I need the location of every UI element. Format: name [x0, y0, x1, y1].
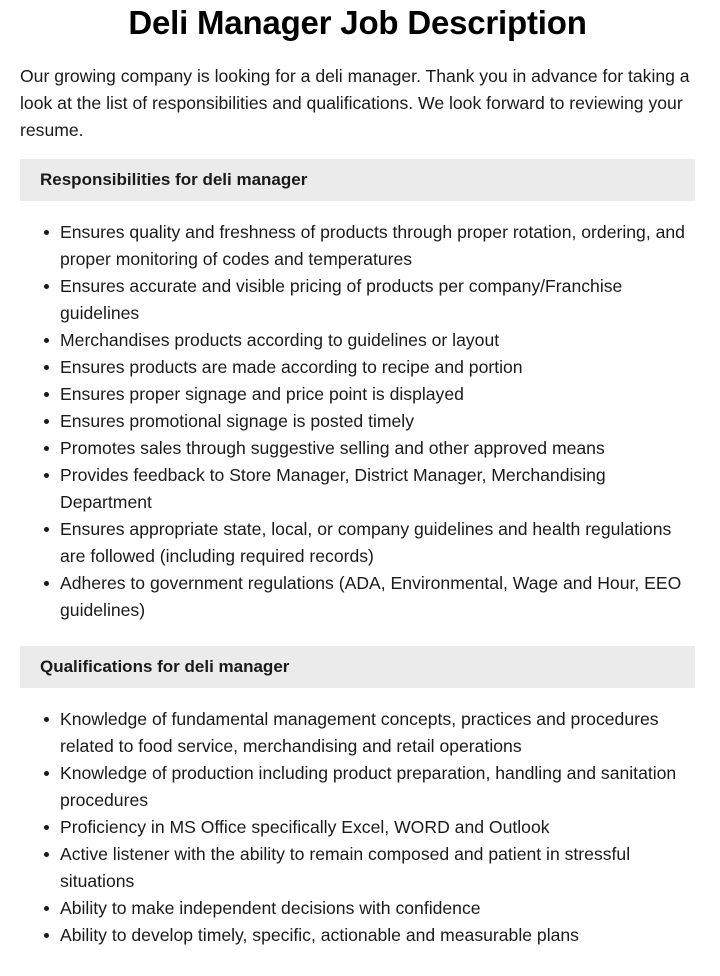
bullet-icon: [44, 419, 49, 424]
list-item: Provides feedback to Store Manager, District Manager, Merchandising Department: [60, 462, 695, 516]
list-item: Adheres to government regulations (ADA, Environmental, Wage and Hour, EEO guidelines): [60, 570, 695, 624]
page-title: Deli Manager Job Description: [128, 4, 587, 41]
bullet-icon: [44, 717, 49, 722]
list-item: Proficiency in MS Office specifically Excel, WORD and Outlook: [60, 814, 695, 841]
bullet-icon: [44, 473, 49, 478]
list-item: Ensures proper signage and price point is displayed: [60, 381, 695, 408]
responsibilities-list: [20, 219, 695, 624]
qualifications-heading: Qualifications for deli manager: [20, 646, 695, 688]
responsibilities-heading: Responsibilities for deli manager: [20, 159, 695, 201]
list-item: Ensures accurate and visible pricing of products per company/Franchise guidelines: [60, 273, 695, 327]
list-item: Ensures quality and freshness of products through proper rotation, ordering, and proper monitoring of codes and temperatures: [60, 219, 695, 273]
list-item: Ability to make independent decisions with confidence: [60, 895, 695, 922]
list-item: Merchandises products according to guidelines or layout: [60, 327, 695, 354]
bullet-icon: [44, 581, 49, 586]
bullet-icon: [44, 446, 49, 451]
list-item: Ensures products are made according to recipe and portion: [60, 354, 695, 381]
bullet-icon: [44, 825, 49, 830]
bullet-icon: [44, 392, 49, 397]
list-item: Ability to develop timely, specific, actionable and measurable plans: [60, 922, 695, 949]
list-item: Knowledge of production including product preparation, handling and sanitation procedures: [60, 760, 695, 814]
qualifications-list: [20, 706, 695, 949]
bullet-icon: [44, 906, 49, 911]
list-item: Active listener with the ability to remain composed and patient in stressful situations: [60, 841, 695, 895]
list-item: Ensures appropriate state, local, or company guidelines and health regulations are followed (including required records): [60, 516, 695, 570]
bullet-icon: [44, 527, 49, 532]
bullet-icon: [44, 933, 49, 938]
list-item: Ensures promotional signage is posted timely: [60, 408, 695, 435]
bullet-icon: [44, 771, 49, 776]
bullet-icon: [44, 852, 49, 857]
bullet-icon: [44, 338, 49, 343]
list-item: Knowledge of fundamental management concepts, practices and procedures related to food service, merchandising and retail operations: [60, 706, 695, 760]
bullet-icon: [44, 365, 49, 370]
bullet-icon: [44, 230, 49, 235]
intro-paragraph: Our growing company is looking for a deli manager. Thank you in advance for taking a look at the list of responsibilities and qualifications. We look forward to reviewing your resume.: [20, 66, 690, 140]
bullet-icon: [44, 284, 49, 289]
list-item: Promotes sales through suggestive selling and other approved means: [60, 435, 695, 462]
